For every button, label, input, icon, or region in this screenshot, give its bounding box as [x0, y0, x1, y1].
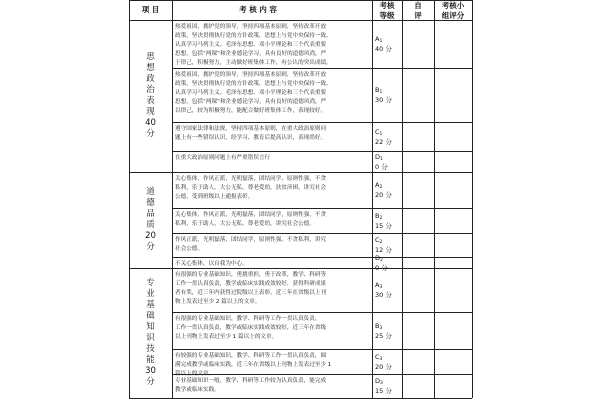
grade-subscript: 3: [379, 325, 383, 331]
criteria-text: 以律己，较为积极努力，能配合做好班集体工作，表现较好。: [175, 108, 327, 114]
row-divider: [172, 257, 472, 258]
grade-letter: C: [375, 236, 380, 244]
header-item: 项 目: [141, 5, 160, 14]
grade-subscript: 1: [379, 131, 383, 137]
category-char: 想: [146, 63, 155, 73]
row-divider: [172, 208, 472, 209]
grade-letter: D: [375, 377, 381, 385]
criteria-text: 题上有一些错误认识，经学习、教育后提高认识，表现尚好。: [175, 135, 327, 141]
criteria-text: 政策，坚决贯彻执行党的方针政策，思想上与党中央保持一致。: [175, 33, 332, 39]
criteria-text: 私利，乐于助人，大公无私，尊老爱幼，扶贫济困，讲究社会: [175, 185, 327, 191]
category-char: 表: [146, 96, 155, 106]
category-char: 基: [146, 300, 155, 310]
category-char: 专: [146, 278, 155, 288]
category-char: 质: [146, 220, 155, 230]
row-divider: [172, 233, 472, 234]
category-char: 能: [146, 355, 155, 365]
grade-letter: C: [375, 352, 380, 361]
grade-subscript: 1: [379, 39, 383, 44]
category-char: 治: [146, 85, 155, 95]
criteria-text: 私利，乐于助人，大公无私，尊老爱幼，讲究社会公德。: [175, 221, 315, 227]
criteria-text: 专业基础知识一般，教学、科研等工作较为认真负责，能完成: [175, 378, 327, 384]
row-divider: [172, 68, 472, 69]
row-divider: [172, 312, 472, 313]
header-grade-line2: 等级: [379, 11, 395, 20]
grade-subscript: 2: [379, 215, 383, 221]
category-char: 础: [146, 311, 155, 321]
criteria-text: 思想，包括“两课”和企业德论学习，具有良好的道德风尚，严: [175, 51, 327, 57]
criteria-text: 工作一贯认真负责，教学或临床实践成效较好，近三年在省级: [175, 325, 327, 331]
category-char: 政: [146, 74, 155, 84]
category-char: 20: [145, 231, 156, 241]
criteria-text: 有很强的专业基础知识，教学、科研等工作一贯认真负责，: [175, 316, 321, 322]
section-category: [129, 278, 172, 388]
header-divider: [129, 20, 472, 21]
criteria-text: 以上刊物上发表过至少 1 篇以上的文章。: [175, 334, 278, 340]
grade-letter: D: [375, 152, 381, 161]
category-char: 分: [146, 129, 155, 139]
grade-score: 15 分: [375, 387, 392, 395]
criteria-text: 认真学习马列主义、毛泽东思想、邓小平理论和三个代表重要: [175, 42, 327, 48]
criteria-text: 思想，包括“两课”和企业德论学习，具有良好的道德风尚，严: [175, 99, 327, 105]
criteria-text: 在重大政治原则问题上有严重错误言行: [175, 155, 271, 161]
grade-letter: D: [375, 253, 381, 262]
criteria-text: 遵守国家法律和法规，坚持四项基本原则，在重大政治原则问: [175, 126, 327, 132]
category-char: 道: [146, 187, 155, 197]
grade-score: 25 分: [375, 331, 392, 340]
grade-letter: A: [375, 281, 380, 289]
header-content: 考 核 内 容: [239, 5, 277, 14]
criteria-text: 认真学习马列主义、毛泽东思想、邓小平理论和三个代表重要: [175, 90, 327, 96]
grade-subscript: 3: [379, 285, 383, 290]
grade-score: 12 分: [375, 246, 392, 254]
row-divider: [172, 122, 472, 123]
grade-score: 30 分: [375, 96, 392, 104]
category-char: 30: [145, 366, 156, 376]
category-char: 品: [146, 209, 155, 219]
criteria-text: 热爱祖国，拥护党的领导，坚持四项基本原则，坚持改革开放: [175, 72, 327, 78]
column-divider: [372, 0, 373, 398]
criteria-text: 不关心集体，以自我为中心。: [175, 261, 248, 267]
section-category: [129, 52, 172, 140]
column-divider: [172, 0, 173, 398]
grade-score: 0 分: [375, 162, 388, 171]
section-divider: [129, 398, 472, 399]
grade-score: 30 分: [375, 291, 392, 299]
grade-subscript: 2: [379, 240, 383, 245]
grade-letter: B: [375, 86, 380, 94]
category-char: 分: [146, 242, 155, 252]
category-char: 识: [146, 333, 155, 343]
criteria-text: 公德，受到班级以上通报表彰。: [175, 194, 254, 200]
criteria-text: 有较强的专业基础知识，教学、科研等工作一贯认真负责，圆: [175, 353, 327, 359]
grade-letter: A: [375, 181, 380, 189]
grade-subscript: 1: [379, 90, 383, 95]
grade-letter: B: [375, 211, 380, 220]
header-grade-line1: 考核: [379, 1, 395, 10]
criteria-text: 物上发表过至少 2 篇以上的文章。: [175, 299, 261, 305]
header-self-line2: 评: [414, 11, 422, 20]
row-divider: [172, 349, 472, 350]
criteria-text: 满完成教学或临床实践，近三年在省级以上刊物上发表过至少 1: [175, 362, 332, 368]
grade-score: 22 分: [375, 137, 392, 146]
criteria-text: 政策，坚决贯彻执行党的方针政策，思想上与党中央保持一致。: [175, 81, 332, 87]
grade-letter: C: [375, 127, 380, 136]
criteria-text: 热爱祖国，拥护党的领导，坚持四项基本原则，坚持改革开放: [175, 24, 327, 30]
criteria-text: 社会公德。: [175, 246, 203, 252]
grade-subscript: 3: [379, 356, 383, 362]
criteria-text: 作风正派，光明磊落，团结同学，原则性强，不贪私利，讲究: [175, 237, 327, 243]
category-char: 思: [146, 52, 155, 62]
header-self-line1: 自: [414, 1, 422, 10]
criteria-text: 者有奖，近三年内获得过院级以上表彰，近三年在省级以上刊: [175, 290, 327, 296]
grade-score: 0 分: [375, 263, 388, 272]
table-border-top: [129, 0, 472, 1]
criteria-text: 关心集体，作风正派，光明磊落，团结同学，原则性强，不贪: [175, 176, 327, 182]
category-char: 40: [145, 118, 156, 128]
criteria-text: 教学或临床实践。: [175, 387, 220, 393]
grade-score: 15 分: [375, 221, 392, 230]
category-char: 知: [146, 322, 155, 332]
grade-score: 20 分: [375, 191, 392, 199]
criteria-text: 关心集体，作风正派，光明磊落，团结同学，原则性强，不贪: [175, 212, 327, 218]
table-border-right: [472, 0, 473, 398]
section-category: [129, 187, 172, 253]
grade-subscript: 1: [380, 156, 383, 162]
section-divider: [129, 172, 472, 173]
grade-letter: B: [375, 321, 380, 330]
category-char: 分: [146, 377, 155, 387]
column-divider: [434, 0, 435, 398]
grade-subscript: 2: [380, 257, 383, 263]
grade-subscript: 3: [380, 381, 383, 386]
grade-score: 40 分: [375, 45, 392, 53]
category-char: 业: [146, 289, 155, 299]
header-group-line1: 考核小: [441, 1, 465, 10]
column-divider: [402, 0, 403, 398]
criteria-text: 于律己，积极努力，主动做好班集体工作，有公认的突出成绩。: [175, 60, 332, 66]
category-char: 德: [146, 198, 155, 208]
row-divider: [172, 374, 472, 375]
grade-subscript: 2: [379, 185, 383, 190]
header-group-line2: 组评分: [441, 11, 465, 20]
criteria-text: 有很强的专业基础知识，勇挑重担，勇于改革，教学、科研等: [175, 272, 327, 278]
grade-score: 20 分: [375, 362, 392, 371]
criteria-text: 工作一贯认真负责，教学或临床实践成效较好，获得科研成果: [175, 281, 327, 287]
row-divider: [172, 151, 472, 152]
category-char: 技: [146, 344, 155, 354]
category-char: 现: [146, 107, 155, 117]
grade-letter: A: [375, 35, 380, 43]
